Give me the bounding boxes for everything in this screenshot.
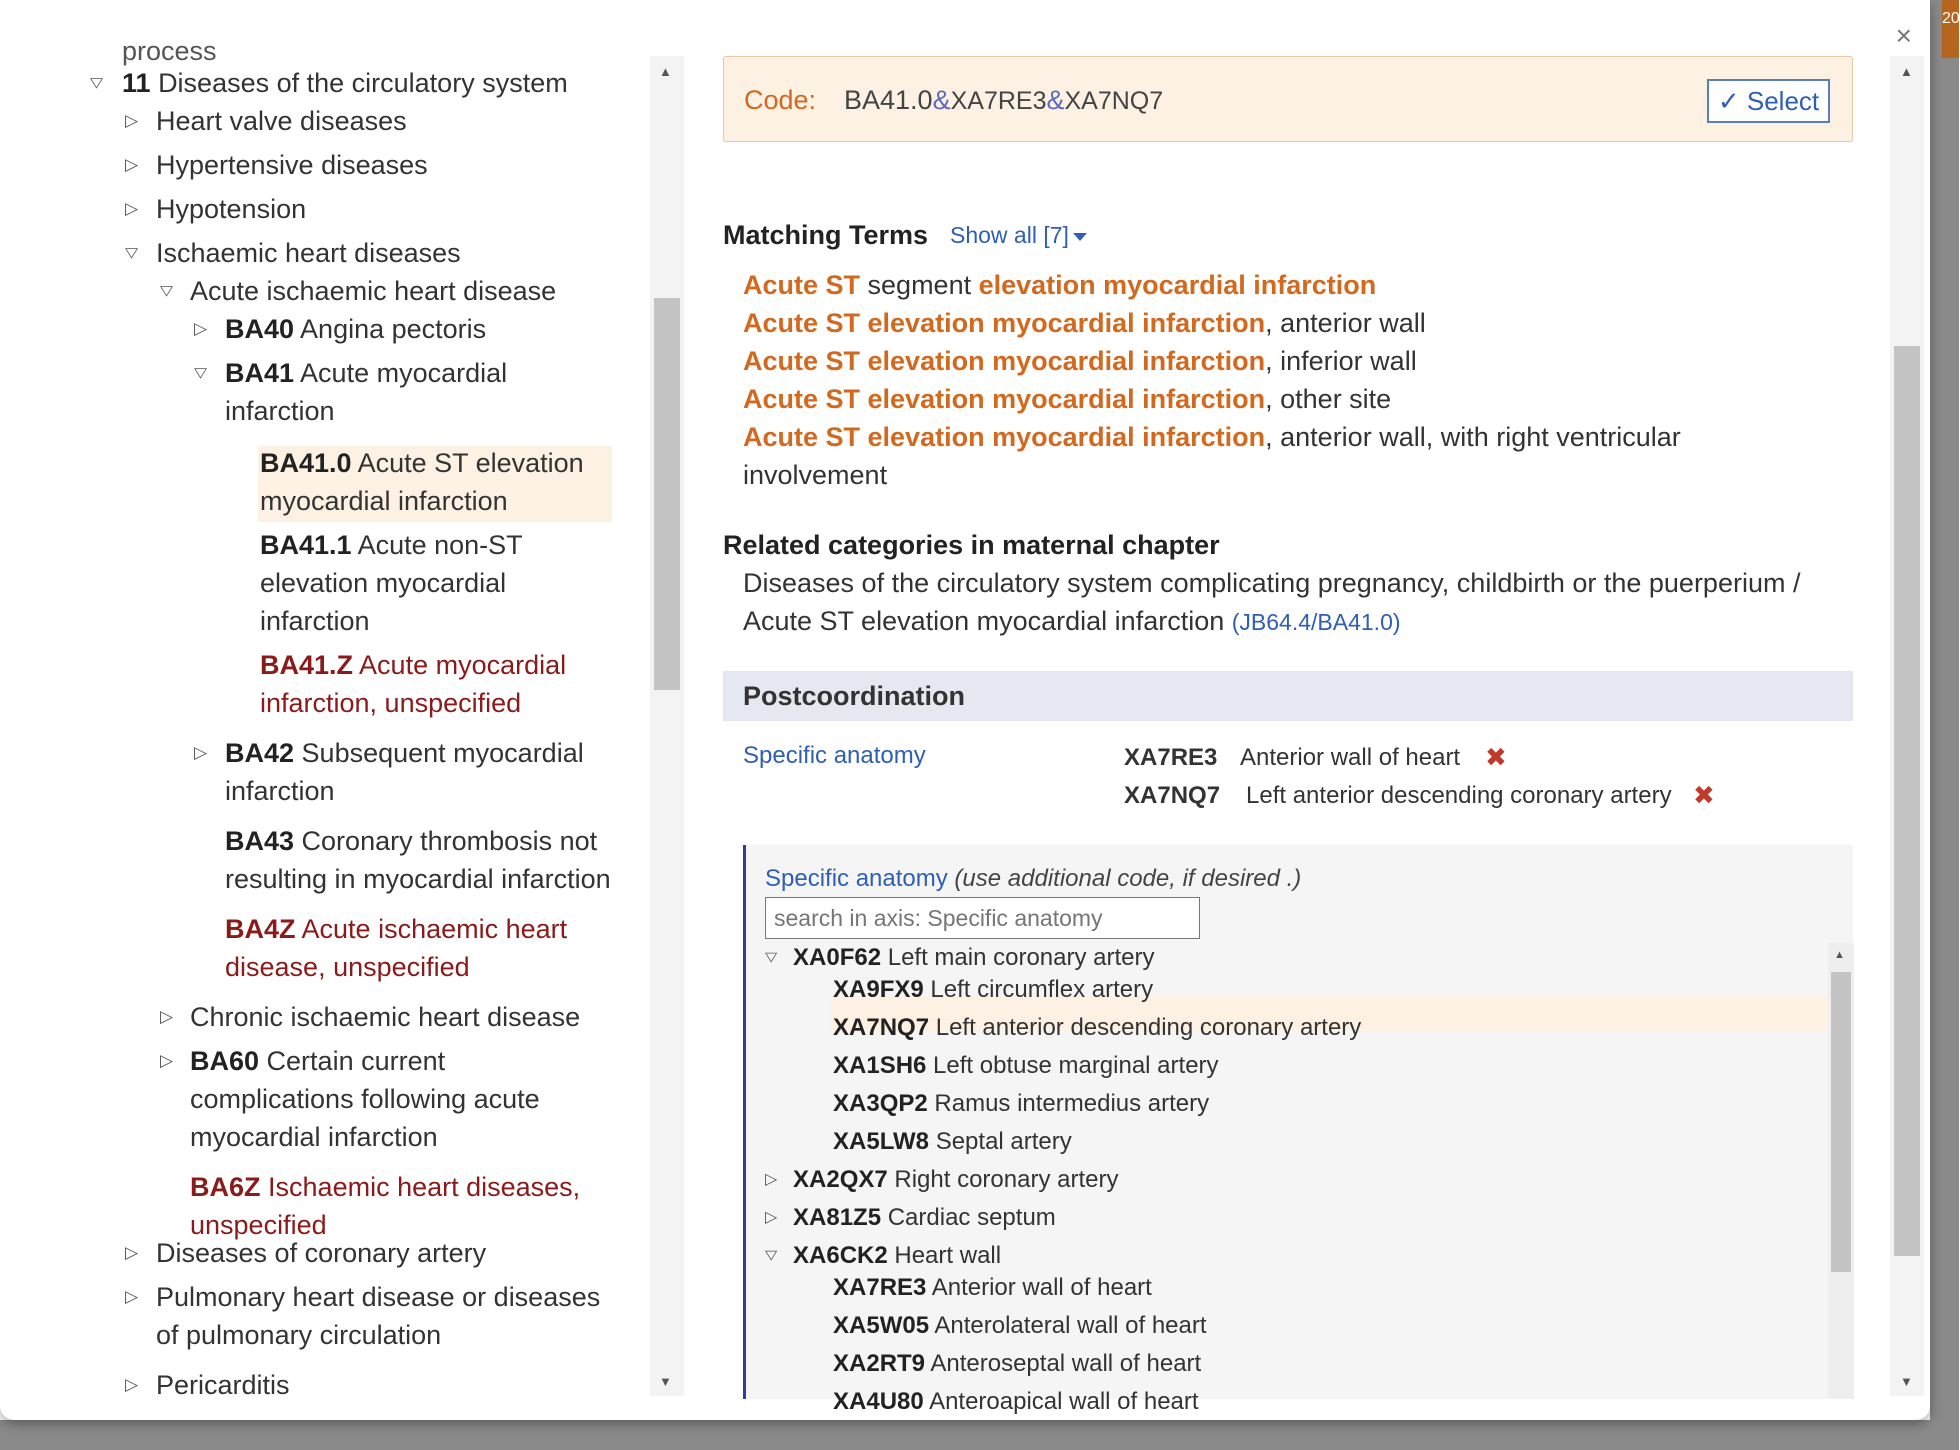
tree-label: disease, unspecified <box>225 952 470 982</box>
scroll-up-icon[interactable]: ▲ <box>1900 64 1913 79</box>
code-value <box>844 85 1163 116</box>
close-icon[interactable]: × <box>1895 20 1912 51</box>
axis-label: Ramus intermedius artery <box>934 1090 1210 1117</box>
axis-code: XA5LW8 <box>833 1128 930 1155</box>
tree-code: BA42 <box>225 738 295 768</box>
tree-label: Hypertensive diseases <box>156 150 428 180</box>
related-line: Acute ST elevation myocardial infarction <box>743 606 1225 636</box>
triangle-right-icon[interactable]: ▷ <box>125 1375 139 1394</box>
term-highlight: elevation myocardial infarction <box>978 270 1377 300</box>
tree-label: Acute ischaemic heart <box>301 914 568 944</box>
axis-code: XA2RT9 <box>833 1350 926 1377</box>
related-line: Diseases of the circulatory system complicating pregnancy, childbirth or the puerperium / <box>743 568 1801 598</box>
term-highlight: Acute ST elevation myocardial infarction <box>743 384 1266 414</box>
backdrop-right <box>1930 0 1959 1450</box>
detail-scrollbar-thumb[interactable] <box>1894 346 1920 1256</box>
matching-terms-title: Matching Terms <box>723 220 929 250</box>
tree-label: Pulmonary heart disease or diseases <box>156 1282 601 1312</box>
matching-term[interactable] <box>743 304 1426 342</box>
term-text: , inferior wall <box>1265 346 1417 376</box>
axis-label: Anterior wall of heart <box>931 1274 1152 1301</box>
tree-label: Acute ischaemic heart disease <box>190 276 557 306</box>
axis-code: XA6CK2 <box>793 1242 888 1269</box>
tree-label: Coronary thrombosis not <box>301 826 598 856</box>
axis-value-list <box>746 943 1831 1415</box>
tree-item-partial[interactable]: process <box>122 36 217 66</box>
tree-code: BA4Z <box>225 914 296 944</box>
axis-code: XA1SH6 <box>833 1052 927 1079</box>
triangle-down-icon[interactable]: ▽ <box>765 1248 778 1263</box>
backdrop-text: 20 <box>1942 0 1959 58</box>
term-highlight: Acute ST elevation myocardial infarction <box>743 422 1266 452</box>
scroll-up-icon[interactable]: ▲ <box>1834 949 1845 961</box>
term-highlight: Acute ST elevation myocardial infarction <box>743 346 1266 376</box>
related-category <box>743 564 1853 641</box>
tree-label: infarction <box>225 396 335 426</box>
axis-value-panel <box>743 845 1853 1415</box>
matching-term[interactable] <box>743 380 1391 418</box>
tree-label: Certain current <box>266 1046 446 1076</box>
matching-term[interactable] <box>743 342 1417 380</box>
tree-code: BA40 <box>225 314 295 344</box>
tree-item-selected[interactable] <box>260 444 584 520</box>
code-separator: & <box>1046 85 1065 115</box>
triangle-down-icon[interactable]: ▽ <box>194 365 208 381</box>
stem-code: BA41.0 <box>844 85 933 115</box>
caret-down-icon <box>1073 233 1087 241</box>
axis-label: Right coronary artery <box>894 1166 1119 1193</box>
selected-extension-code: XA7RE3 <box>1124 744 1218 771</box>
related-code-link[interactable]: (JB64.4/BA41.0) <box>1231 609 1401 635</box>
tree-label: Angina pectoris <box>300 314 487 344</box>
term-text: , anterior wall <box>1265 308 1426 338</box>
tree-code: BA6Z <box>190 1172 261 1202</box>
extension-code: XA7NQ7 <box>1064 87 1164 115</box>
tree-scrollbar-thumb[interactable] <box>654 298 680 690</box>
axis-code: XA7RE3 <box>833 1274 927 1301</box>
term-text: segment <box>860 270 979 300</box>
scroll-down-icon[interactable]: ▼ <box>659 1374 672 1389</box>
triangle-down-icon[interactable]: ▽ <box>90 75 104 91</box>
tree-label: myocardial infarction <box>190 1122 438 1152</box>
tree-label: Heart valve diseases <box>156 106 407 136</box>
scroll-up-icon[interactable]: ▲ <box>659 64 672 79</box>
tree-item-residual[interactable] <box>260 646 566 722</box>
term-highlight: Acute ST <box>743 270 861 300</box>
axis-title-link[interactable]: Specific anatomy <box>765 865 948 892</box>
postcoordination-title: Postcoordination <box>743 681 965 711</box>
axis-label: Septal artery <box>935 1128 1072 1155</box>
classification-tree-pane <box>0 36 685 1400</box>
extension-code: XA7RE3 <box>950 87 1047 115</box>
term-text: , other site <box>1265 384 1392 414</box>
tree-label: elevation myocardial <box>260 568 507 598</box>
tree-code: BA43 <box>225 826 295 856</box>
backdrop <box>0 1420 1959 1450</box>
tree-code: BA60 <box>190 1046 260 1076</box>
tree-label: Ischaemic heart diseases <box>156 238 461 268</box>
scroll-down-icon[interactable]: ▼ <box>1900 1374 1913 1389</box>
axis-label: Anteroseptal wall of heart <box>930 1350 1202 1377</box>
related-title: Related categories in maternal chapter <box>723 530 1220 560</box>
axis-item[interactable] <box>833 975 1153 1005</box>
tree-label: myocardial infarction <box>260 486 508 516</box>
axis-item[interactable] <box>833 1349 1201 1379</box>
detail-pane <box>700 44 1890 1415</box>
axis-item[interactable] <box>833 1127 1072 1157</box>
axis-code: XA81Z5 <box>793 1204 882 1231</box>
tree-item-residual[interactable] <box>190 1168 580 1244</box>
selected-extension-label: Left anterior descending coronary artery <box>1246 782 1672 809</box>
axis-item[interactable] <box>833 1089 1209 1119</box>
axis-item[interactable] <box>833 1051 1219 1081</box>
remove-icon[interactable]: ✖ <box>1485 742 1507 772</box>
tree-label: unspecified <box>190 1210 327 1240</box>
show-all-link[interactable] <box>950 222 1087 249</box>
triangle-down-icon[interactable]: ▽ <box>125 245 139 261</box>
tree-label: infarction <box>260 606 370 636</box>
code-separator: & <box>932 85 951 115</box>
tree-code: BA41.1 <box>260 530 352 560</box>
axis-code: XA7NQ7 <box>833 1014 930 1041</box>
term-text: involvement <box>743 460 888 490</box>
axis-item-selected[interactable] <box>833 1013 1361 1043</box>
tree-label: Ischaemic heart diseases, <box>268 1172 581 1202</box>
triangle-right-icon[interactable]: ▷ <box>765 1171 778 1188</box>
tree-label: Acute non-ST <box>357 530 523 560</box>
axis-label: Left main coronary artery <box>887 944 1155 971</box>
tree-code: BA41.0 <box>260 448 352 478</box>
axis-search-input[interactable] <box>765 897 1200 939</box>
matching-term[interactable] <box>743 266 1376 304</box>
tree-label: infarction <box>225 776 335 806</box>
selected-extension-label: Anterior wall of heart <box>1240 744 1461 771</box>
axis-item[interactable] <box>833 1311 1207 1341</box>
triangle-right-icon[interactable]: ▷ <box>125 111 139 130</box>
tree-label: Diseases of coronary artery <box>156 1238 487 1268</box>
term-highlight: Acute ST elevation myocardial infarction <box>743 308 1266 338</box>
tree-label: Acute myocardial <box>300 358 508 388</box>
triangle-right-icon[interactable]: ▷ <box>125 1243 139 1262</box>
axis-label: Left circumflex artery <box>930 976 1154 1003</box>
term-text: , anterior wall, with right ventricular <box>1265 422 1681 452</box>
tree-label: infarction, unspecified <box>260 688 522 718</box>
triangle-right-icon[interactable]: ▷ <box>125 199 139 218</box>
triangle-right-icon[interactable]: ▷ <box>160 1007 174 1026</box>
tree-label: Acute myocardial <box>359 650 567 680</box>
axis-code: XA9FX9 <box>833 976 924 1003</box>
tree-item[interactable] <box>260 526 523 640</box>
triangle-right-icon[interactable]: ▷ <box>125 155 139 174</box>
axis-item[interactable] <box>833 1387 1199 1417</box>
selected-extension-code: XA7NQ7 <box>1124 782 1221 809</box>
show-all-label: Show all [7] <box>950 222 1069 248</box>
axis-label: Cardiac septum <box>887 1204 1056 1231</box>
axis-item[interactable] <box>833 1273 1152 1303</box>
axis-label: Left anterior descending coronary artery <box>935 1014 1362 1041</box>
axis-label: Anteroapical wall of heart <box>929 1388 1199 1415</box>
tree-label: complications following acute <box>190 1084 540 1114</box>
triangle-right-icon[interactable]: ▷ <box>765 1209 778 1226</box>
axis-code: XA2QX7 <box>793 1166 888 1193</box>
axis-list-scrollbar-thumb[interactable] <box>1831 972 1851 1272</box>
triangle-right-icon[interactable]: ▷ <box>194 319 208 338</box>
matching-term[interactable] <box>743 418 1681 494</box>
tree-label: resulting in myocardial infarction <box>225 864 611 894</box>
tree-item-residual[interactable] <box>225 910 567 986</box>
tree-label: Pericarditis <box>156 1370 290 1400</box>
tree-item[interactable] <box>225 822 611 898</box>
triangle-down-icon[interactable]: ▽ <box>160 283 174 299</box>
tree-code: 11 <box>122 68 151 98</box>
triangle-right-icon[interactable]: ▷ <box>160 1051 174 1070</box>
tree-label: Diseases of the circulatory system <box>158 68 568 98</box>
axis-code: XA0F62 <box>793 944 882 971</box>
triangle-right-icon[interactable]: ▷ <box>125 1287 139 1306</box>
axis-note: (use additional code, if desired .) <box>947 865 1302 892</box>
tree-code: BA41.Z <box>260 650 354 680</box>
axis-name-link[interactable]: Specific anatomy <box>743 742 926 769</box>
tree-label: of pulmonary circulation <box>156 1320 442 1350</box>
code-label: Code: <box>744 85 817 115</box>
select-button[interactable]: ✓ Select <box>1707 79 1830 123</box>
tree-label: Subsequent myocardial <box>301 738 584 768</box>
code-box <box>723 56 1853 142</box>
tree-label: Acute ST elevation <box>357 448 584 478</box>
tree-code: BA41 <box>225 358 295 388</box>
remove-icon[interactable]: ✖ <box>1693 780 1715 810</box>
triangle-right-icon[interactable]: ▷ <box>194 743 208 762</box>
axis-panel-title <box>765 865 1301 893</box>
axis-code: XA4U80 <box>833 1388 924 1415</box>
tree-label: Hypotension <box>156 194 307 224</box>
axis-code: XA3QP2 <box>833 1090 928 1117</box>
postcoordination-header <box>723 671 1853 721</box>
triangle-down-icon[interactable]: ▽ <box>765 950 778 965</box>
tree-scrollbar[interactable] <box>650 56 684 1396</box>
axis-label: Heart wall <box>894 1242 1002 1269</box>
axis-code: XA5W05 <box>833 1312 930 1339</box>
axis-label: Left obtuse marginal artery <box>933 1052 1219 1079</box>
axis-label: Anterolateral wall of heart <box>934 1312 1207 1339</box>
tree-label: Chronic ischaemic heart disease <box>190 1002 581 1032</box>
